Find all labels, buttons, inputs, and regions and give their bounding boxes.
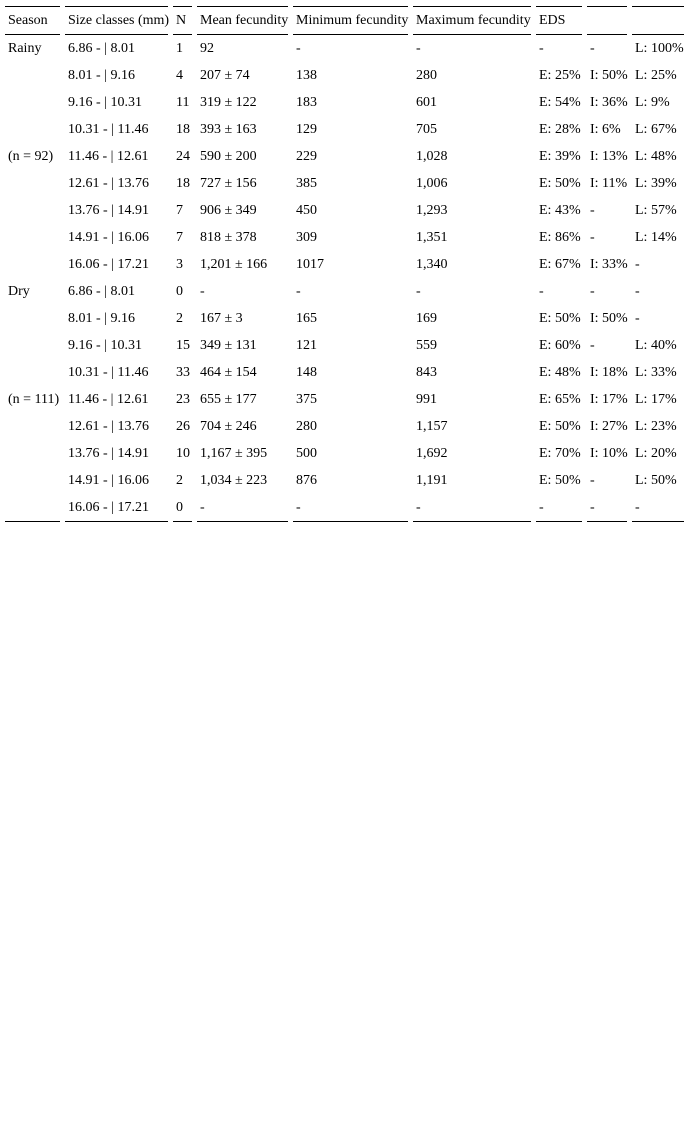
season-cell <box>5 467 60 494</box>
minimum-fecundity-cell: 375 <box>296 391 317 407</box>
eds-i-cell: I: 17% <box>590 391 628 407</box>
header-n: N <box>173 6 192 35</box>
table-row <box>5 278 684 305</box>
eds-e-cell: E: 28% <box>539 121 581 137</box>
size-class-cell: 14.91 - | 16.06 <box>68 472 149 488</box>
size-class-cell: 13.76 - | 14.91 <box>68 445 149 461</box>
eds-e-cell: E: 60% <box>539 337 581 353</box>
mean-fecundity-cell: 349 ± 131 <box>200 337 257 353</box>
maximum-fecundity-cell: 601 <box>416 94 437 110</box>
eds-l-cell: L: 20% <box>635 445 677 461</box>
eds-l-cell: L: 17% <box>635 391 677 407</box>
minimum-fecundity-cell: 1017 <box>296 256 324 272</box>
eds-i-cell: - <box>590 229 595 245</box>
eds-e-cell: E: 50% <box>539 310 581 326</box>
header-minimum-fecundity: Minimum fecundity <box>293 6 408 35</box>
n-cell: 18 <box>176 175 190 191</box>
header-season: Season <box>5 6 60 35</box>
maximum-fecundity-cell: - <box>416 40 421 56</box>
season-cell <box>5 62 60 89</box>
season-cell <box>5 305 60 332</box>
n-cell: 0 <box>176 283 183 299</box>
minimum-fecundity-cell: 450 <box>296 202 317 218</box>
eds-i-cell: I: 18% <box>590 364 628 380</box>
maximum-fecundity-cell: 559 <box>416 337 437 353</box>
table-row <box>5 89 684 116</box>
eds-l-cell: L: 67% <box>635 121 677 137</box>
eds-i-cell: - <box>587 494 627 522</box>
eds-e-cell: - <box>539 283 544 299</box>
mean-fecundity-cell: 92 <box>200 40 214 56</box>
eds-l-cell: - <box>635 283 640 299</box>
table-row <box>5 143 684 170</box>
maximum-fecundity-cell: - <box>413 494 531 522</box>
eds-l-cell: L: 50% <box>635 472 677 488</box>
table-row <box>5 413 684 440</box>
minimum-fecundity-cell: 148 <box>296 364 317 380</box>
eds-l-cell: L: 40% <box>635 337 677 353</box>
table-row <box>5 170 684 197</box>
n-cell: 2 <box>176 310 183 326</box>
n-cell: 26 <box>176 418 190 434</box>
eds-i-cell: - <box>590 40 595 56</box>
eds-e-cell: E: 54% <box>539 94 581 110</box>
eds-i-cell: I: 50% <box>590 67 628 83</box>
size-class-cell: 6.86 - | 8.01 <box>68 40 135 56</box>
season-cell <box>5 89 60 116</box>
header-eds-l <box>632 6 684 35</box>
eds-i-cell: - <box>590 283 595 299</box>
eds-l-cell: L: 39% <box>635 175 677 191</box>
size-class-cell: 11.46 - | 12.61 <box>68 391 149 407</box>
mean-fecundity-cell: 1,167 ± 395 <box>200 445 268 461</box>
size-class-cell: 12.61 - | 13.76 <box>68 418 149 434</box>
eds-e-cell: - <box>536 494 582 522</box>
eds-i-cell: I: 27% <box>590 418 628 434</box>
eds-i-cell: I: 11% <box>590 175 628 191</box>
maximum-fecundity-cell: 1,028 <box>416 148 448 164</box>
minimum-fecundity-cell: 183 <box>296 94 317 110</box>
n-cell: 0 <box>173 494 192 522</box>
n-cell: 10 <box>176 445 190 461</box>
minimum-fecundity-cell: 165 <box>296 310 317 326</box>
maximum-fecundity-cell: - <box>416 283 421 299</box>
n-cell: 11 <box>176 94 190 110</box>
season-cell: (n = 92) <box>8 148 54 164</box>
size-class-cell: 9.16 - | 10.31 <box>68 337 142 353</box>
table-row <box>5 116 684 143</box>
table-row <box>5 224 684 251</box>
eds-e-cell: E: 70% <box>539 445 581 461</box>
mean-fecundity-cell: 393 ± 163 <box>200 121 257 137</box>
header-mean-fecundity: Mean fecundity <box>197 6 288 35</box>
header-row <box>5 6 684 35</box>
eds-i-cell: I: 50% <box>590 310 628 326</box>
n-cell: 33 <box>176 364 190 380</box>
season-cell: Dry <box>8 283 30 299</box>
n-cell: 4 <box>176 67 183 83</box>
size-class-cell: 12.61 - | 13.76 <box>68 175 149 191</box>
eds-l-cell: - <box>635 256 640 272</box>
mean-fecundity-cell: 319 ± 122 <box>200 94 257 110</box>
table-body <box>5 35 684 522</box>
eds-e-cell: E: 50% <box>539 175 581 191</box>
minimum-fecundity-cell: 500 <box>296 445 317 461</box>
table-row <box>5 305 684 332</box>
n-cell: 3 <box>176 256 183 272</box>
table-row <box>5 440 684 467</box>
minimum-fecundity-cell: - <box>293 494 408 522</box>
mean-fecundity-cell: 704 ± 246 <box>200 418 257 434</box>
eds-l-cell: L: 33% <box>635 364 677 380</box>
table-row <box>5 62 684 89</box>
table-row <box>5 359 684 386</box>
season-cell <box>5 494 60 522</box>
n-cell: 18 <box>176 121 190 137</box>
mean-fecundity-cell: - <box>197 494 288 522</box>
size-class-cell: 6.86 - | 8.01 <box>68 283 135 299</box>
mean-fecundity-cell: 207 ± 74 <box>200 67 250 83</box>
size-class-cell: 9.16 - | 10.31 <box>68 94 142 110</box>
maximum-fecundity-cell: 1,351 <box>416 229 448 245</box>
size-class-cell: 11.46 - | 12.61 <box>68 148 149 164</box>
season-cell: Rainy <box>8 40 42 56</box>
eds-l-cell: L: 14% <box>635 229 677 245</box>
n-cell: 1 <box>176 40 183 56</box>
minimum-fecundity-cell: 309 <box>296 229 317 245</box>
table-row <box>5 386 684 413</box>
eds-i-cell: I: 13% <box>590 148 628 164</box>
maximum-fecundity-cell: 705 <box>416 121 437 137</box>
eds-e-cell: E: 25% <box>539 67 581 83</box>
header-size-classes: Size classes (mm) <box>65 6 168 35</box>
eds-l-cell: - <box>635 310 640 326</box>
minimum-fecundity-cell: 138 <box>296 67 317 83</box>
eds-l-cell: L: 9% <box>635 94 670 110</box>
table-row <box>5 251 684 278</box>
season-cell <box>5 332 60 359</box>
eds-i-cell: I: 33% <box>590 256 628 272</box>
maximum-fecundity-cell: 991 <box>416 391 437 407</box>
mean-fecundity-cell: 1,201 ± 166 <box>200 256 268 272</box>
season-cell: (n = 111) <box>8 391 60 407</box>
table-row <box>5 467 684 494</box>
n-cell: 2 <box>176 472 183 488</box>
eds-e-cell: E: 86% <box>539 229 581 245</box>
eds-i-cell: I: 6% <box>590 121 621 137</box>
minimum-fecundity-cell: 385 <box>296 175 317 191</box>
maximum-fecundity-cell: 1,692 <box>416 445 448 461</box>
season-cell <box>5 440 60 467</box>
n-cell: 24 <box>176 148 190 164</box>
eds-i-cell: - <box>590 337 595 353</box>
header-maximum-fecundity: Maximum fecundity <box>413 6 531 35</box>
maximum-fecundity-cell: 1,191 <box>416 472 448 488</box>
eds-e-cell: E: 48% <box>539 364 581 380</box>
eds-e-cell: E: 50% <box>539 472 581 488</box>
eds-e-cell: E: 39% <box>539 148 581 164</box>
mean-fecundity-cell: 655 ± 177 <box>200 391 257 407</box>
season-cell <box>5 224 60 251</box>
minimum-fecundity-cell: - <box>296 283 301 299</box>
eds-e-cell: - <box>539 40 544 56</box>
eds-l-cell: L: 48% <box>635 148 677 164</box>
n-cell: 15 <box>176 337 190 353</box>
size-class-cell: 10.31 - | 11.46 <box>68 121 149 137</box>
table-row <box>5 197 684 224</box>
table-row <box>5 35 684 62</box>
minimum-fecundity-cell: - <box>296 40 301 56</box>
maximum-fecundity-cell: 1,006 <box>416 175 448 191</box>
size-class-cell: 8.01 - | 9.16 <box>68 67 135 83</box>
eds-e-cell: E: 65% <box>539 391 581 407</box>
maximum-fecundity-cell: 1,293 <box>416 202 448 218</box>
n-cell: 23 <box>176 391 190 407</box>
eds-l-cell: L: 57% <box>635 202 677 218</box>
eds-e-cell: E: 50% <box>539 418 581 434</box>
eds-i-cell: - <box>590 202 595 218</box>
mean-fecundity-cell: 1,034 ± 223 <box>200 472 268 488</box>
eds-i-cell: I: 10% <box>590 445 628 461</box>
maximum-fecundity-cell: 169 <box>416 310 437 326</box>
eds-l-cell: L: 100% <box>635 40 684 56</box>
maximum-fecundity-cell: 280 <box>416 67 437 83</box>
mean-fecundity-cell: 590 ± 200 <box>200 148 257 164</box>
size-class-cell: 8.01 - | 9.16 <box>68 310 135 326</box>
mean-fecundity-cell: 464 ± 154 <box>200 364 257 380</box>
mean-fecundity-cell: 167 ± 3 <box>200 310 243 326</box>
minimum-fecundity-cell: 876 <box>296 472 317 488</box>
size-class-cell: 16.06 - | 17.21 <box>68 256 149 272</box>
minimum-fecundity-cell: 280 <box>296 418 317 434</box>
mean-fecundity-cell: 906 ± 349 <box>200 202 257 218</box>
season-cell <box>5 359 60 386</box>
eds-l-cell: - <box>632 494 684 522</box>
header-eds: EDS <box>536 6 582 35</box>
season-cell <box>5 197 60 224</box>
season-cell <box>5 170 60 197</box>
season-cell <box>5 413 60 440</box>
size-class-cell: 13.76 - | 14.91 <box>68 202 149 218</box>
table-row <box>5 332 684 359</box>
table-header <box>5 6 684 35</box>
table-row <box>5 494 684 522</box>
header-eds-i <box>587 6 627 35</box>
eds-e-cell: E: 43% <box>539 202 581 218</box>
size-class-cell: 10.31 - | 11.46 <box>68 364 149 380</box>
fecundity-table <box>0 6 689 522</box>
eds-i-cell: - <box>590 472 595 488</box>
eds-i-cell: I: 36% <box>590 94 628 110</box>
eds-e-cell: E: 67% <box>539 256 581 272</box>
season-cell <box>5 251 60 278</box>
n-cell: 7 <box>176 229 183 245</box>
minimum-fecundity-cell: 229 <box>296 148 317 164</box>
minimum-fecundity-cell: 129 <box>296 121 317 137</box>
minimum-fecundity-cell: 121 <box>296 337 317 353</box>
season-cell <box>5 116 60 143</box>
mean-fecundity-cell: - <box>200 283 205 299</box>
maximum-fecundity-cell: 1,340 <box>416 256 448 272</box>
size-class-cell: 14.91 - | 16.06 <box>68 229 149 245</box>
size-class-cell: 16.06 - | 17.21 <box>65 494 168 522</box>
maximum-fecundity-cell: 1,157 <box>416 418 448 434</box>
eds-l-cell: L: 23% <box>635 418 677 434</box>
mean-fecundity-cell: 818 ± 378 <box>200 229 257 245</box>
n-cell: 7 <box>176 202 183 218</box>
maximum-fecundity-cell: 843 <box>416 364 437 380</box>
page <box>0 6 691 1138</box>
eds-l-cell: L: 25% <box>635 67 677 83</box>
mean-fecundity-cell: 727 ± 156 <box>200 175 257 191</box>
